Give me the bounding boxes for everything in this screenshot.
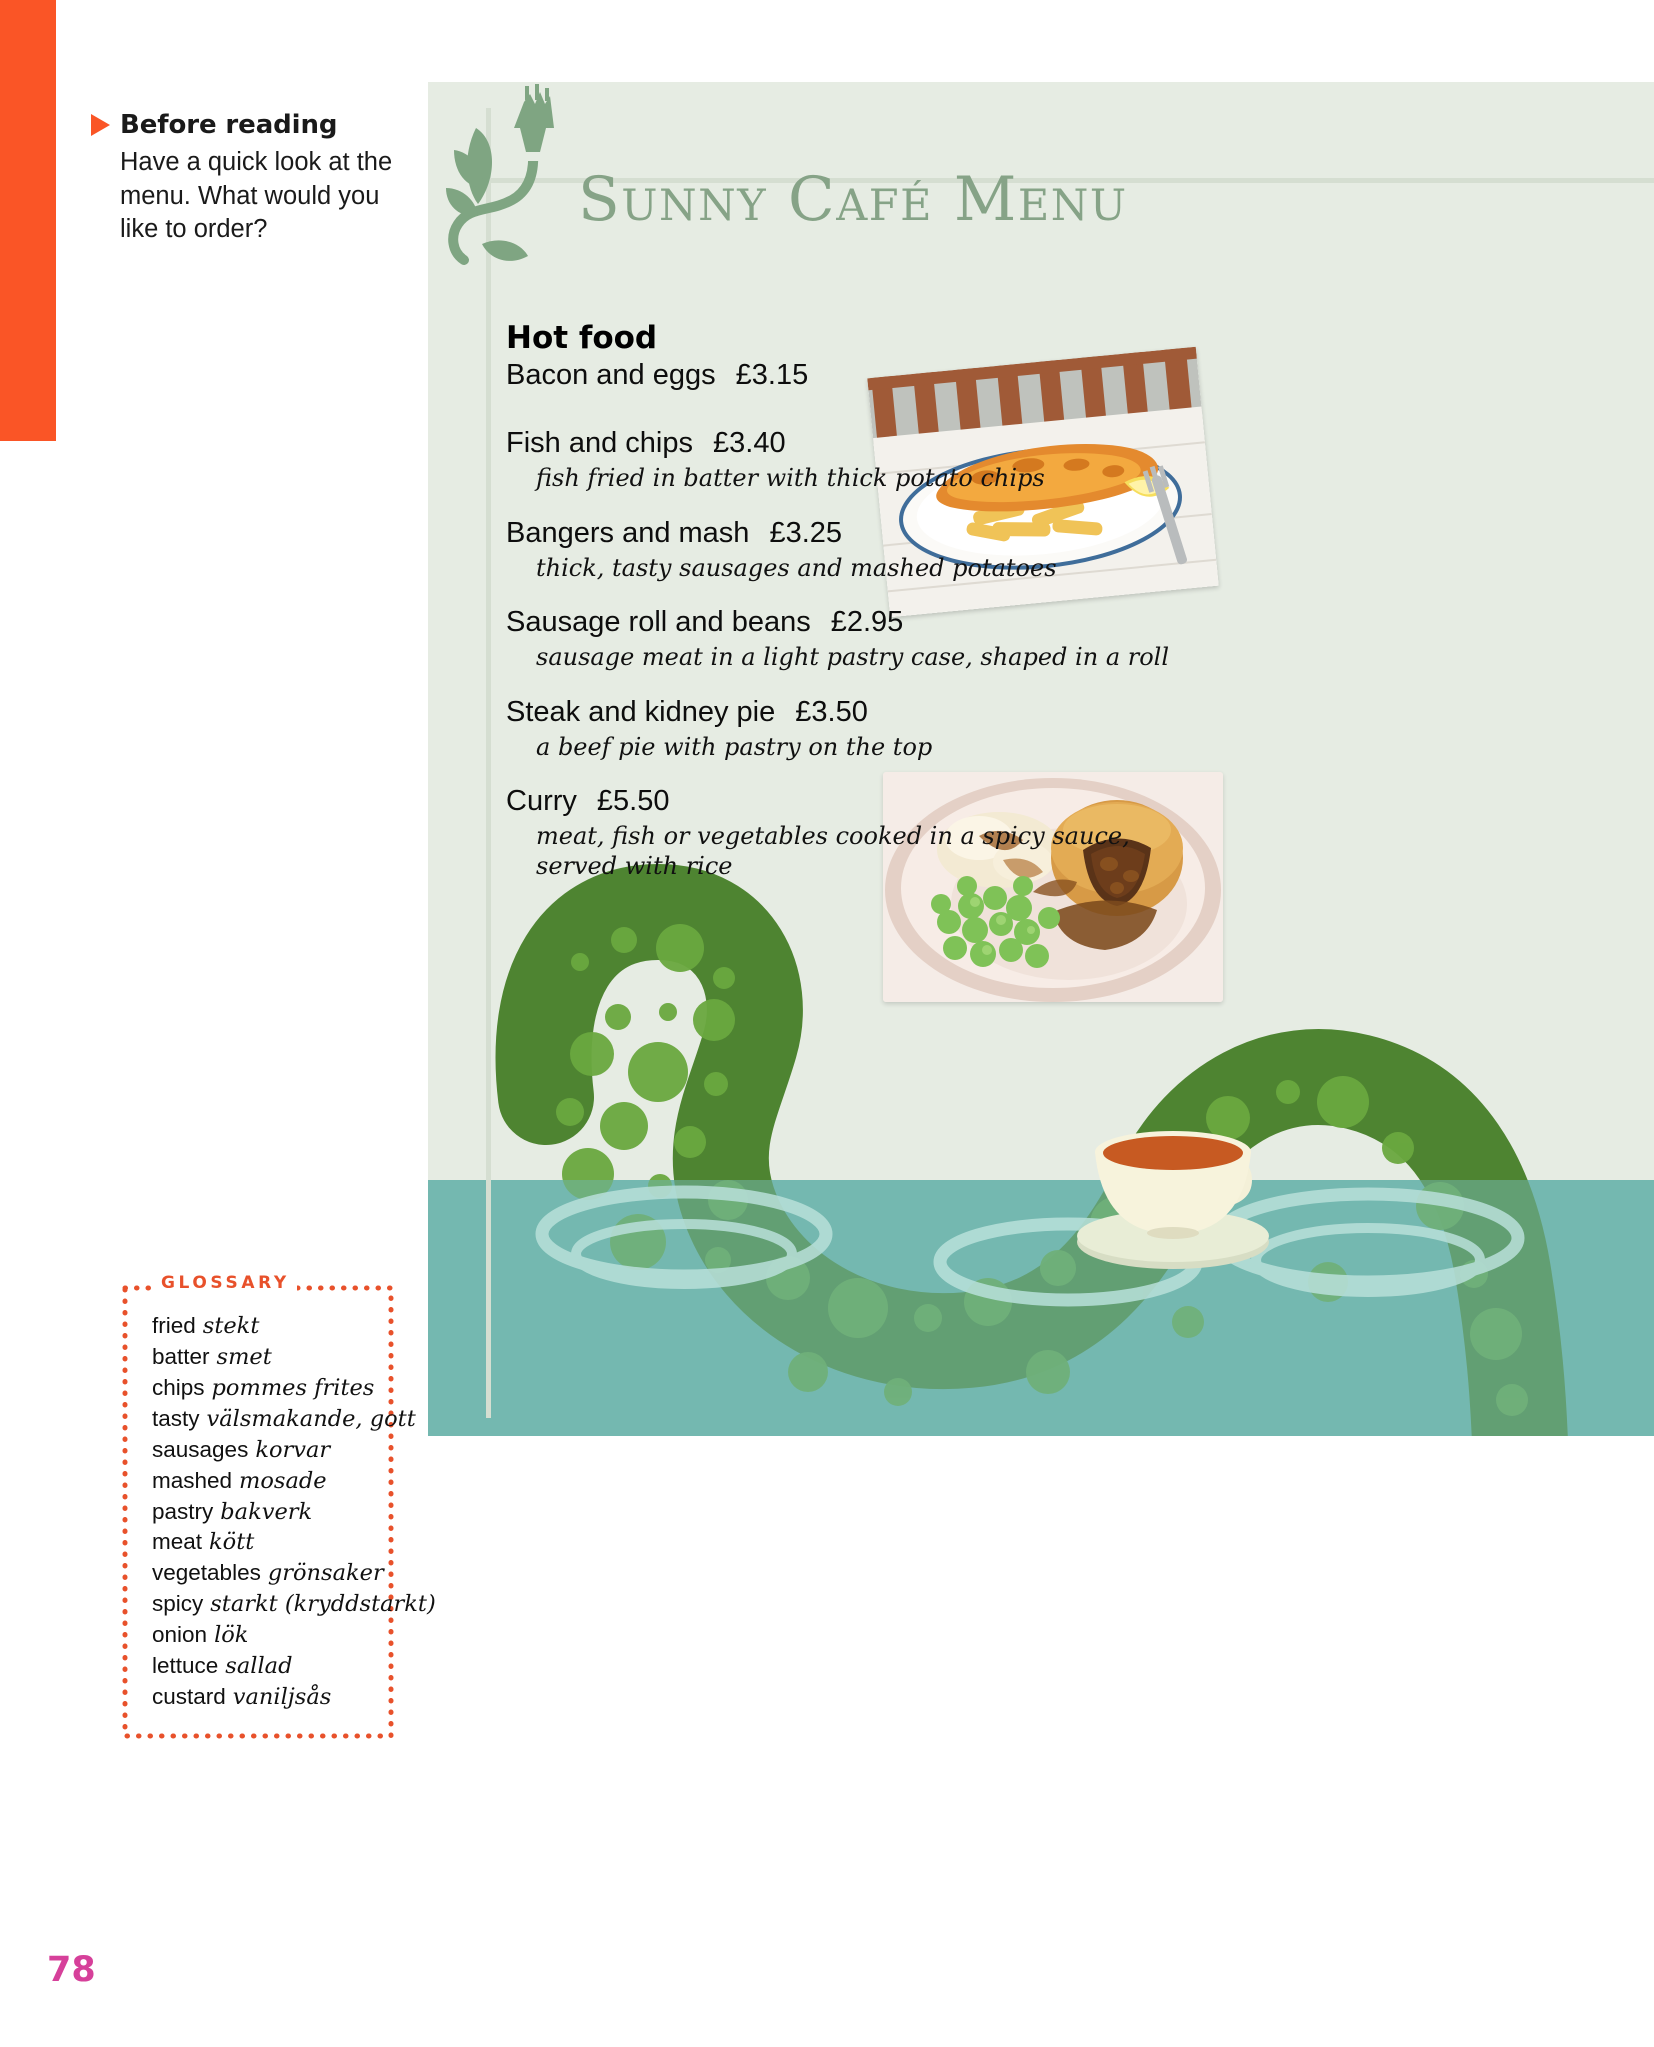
vine-flower-ornament	[436, 84, 596, 274]
glossary-box	[122, 1273, 436, 1739]
glossary-entry	[152, 1373, 392, 1404]
glossary-entry	[152, 1620, 392, 1651]
glossary-translation: bakverk	[220, 1498, 313, 1525]
menu-item-curry	[506, 784, 1206, 882]
glossary-term: pastry	[152, 1498, 214, 1524]
glossary-translation: smet	[216, 1343, 272, 1370]
before-reading-body: Have a quick look at the menu. What would you like to order?	[120, 148, 393, 244]
glossary-term: meat	[152, 1529, 203, 1555]
menu-item-description: thick, tasty sausages and mashed potatoes	[536, 553, 1057, 582]
glossary-translation: mosade	[239, 1467, 327, 1494]
glossary-entry	[152, 1527, 392, 1558]
glossary-translation: stekt	[202, 1313, 260, 1339]
glossary-entry	[152, 1435, 392, 1466]
menu-item-price: £3.50	[795, 695, 868, 728]
glossary-entry	[152, 1342, 392, 1373]
glossary-term: onion	[152, 1622, 208, 1648]
panel-frame-vertical	[486, 108, 491, 1418]
menu-item-steak-and-kidney-pie	[506, 695, 1206, 762]
glossary-term: lettuce	[152, 1653, 219, 1679]
glossary-term: sausages	[152, 1436, 249, 1462]
menu-item-price: £3.40	[713, 427, 786, 460]
triangle-right-icon	[91, 114, 110, 136]
menu-item-name: Steak and kidney pie	[506, 695, 776, 728]
glossary-title: GLOSSARY	[154, 1273, 297, 1293]
menu-item-description: meat, fish or vegetables cooked in a spicy sauce, served with rice	[536, 822, 1130, 881]
glossary-entries	[152, 1311, 436, 1713]
glossary-term: mashed	[152, 1467, 233, 1493]
menu-item-description: a beef pie with pastry on the top	[536, 732, 933, 761]
glossary-entry	[152, 1466, 392, 1497]
glossary-term: spicy	[152, 1591, 204, 1617]
menu-item-name: Bacon and eggs	[506, 359, 716, 391]
tea-liquid	[1103, 1136, 1243, 1170]
menu-item-price: £5.50	[596, 785, 670, 818]
glossary-translation: korvar	[255, 1436, 331, 1463]
glossary-entry	[152, 1651, 392, 1682]
menu-item-sausage-roll-and-beans	[506, 605, 1206, 672]
menu-item-price: £3.25	[769, 516, 843, 549]
teacup-illustration	[1063, 1092, 1283, 1282]
menu-items-list	[506, 320, 1206, 894]
glossary-entry	[152, 1589, 436, 1620]
menu-item-description: fish fried in batter with thick potato chips	[536, 464, 1045, 493]
menu-title: Sunny Café Menu	[578, 164, 1128, 235]
glossary-translation: kött	[209, 1529, 255, 1556]
menu-item-bangers-and-mash	[506, 516, 1206, 583]
menu-item-price: £2.95	[830, 606, 904, 639]
before-reading-heading: Before reading	[120, 110, 338, 140]
glossary-translation: pommes frites	[211, 1374, 375, 1401]
glossary-term: chips	[152, 1374, 205, 1400]
menu-item-name: Curry	[506, 785, 577, 818]
menu-panel	[428, 82, 1654, 1436]
glossary-translation: vaniljsås	[232, 1684, 332, 1711]
glossary-translation: sallad	[225, 1653, 293, 1680]
glossary-term: vegetables	[152, 1560, 261, 1586]
menu-item-name: Sausage roll and beans	[506, 606, 811, 639]
menu-item-description: sausage meat in a light pastry case, shaped in a roll	[536, 643, 1170, 672]
menu-item-bacon-and-eggs	[506, 358, 1206, 392]
glossary-term: batter	[152, 1343, 210, 1369]
glossary-term: custard	[152, 1684, 226, 1710]
glossary-entry	[152, 1558, 392, 1589]
page-number: 78	[47, 1950, 96, 1990]
glossary-entry	[152, 1404, 416, 1435]
menu-item-price: £3.15	[735, 359, 809, 391]
glossary-translation: välsmakande, gott	[206, 1405, 416, 1432]
glossary-entry	[152, 1311, 392, 1342]
menu-item-name: Fish and chips	[506, 427, 693, 460]
glossary-translation: lök	[214, 1622, 249, 1649]
glossary-term: fried	[152, 1313, 196, 1338]
before-reading-heading-row	[120, 110, 410, 140]
glossary-translation: grönsaker	[267, 1560, 384, 1587]
menu-item-name: Bangers and mash	[506, 516, 750, 549]
glossary-entry	[152, 1682, 392, 1713]
glossary-term: tasty	[152, 1405, 200, 1431]
chapter-color-tab	[0, 0, 56, 441]
before-reading-block	[120, 110, 410, 247]
menu-item-fish-and-chips	[506, 426, 1206, 493]
section-heading-hot-food: Hot food	[506, 320, 658, 356]
glossary-translation: starkt (kryddstarkt)	[210, 1591, 436, 1618]
glossary-entry	[152, 1497, 392, 1528]
